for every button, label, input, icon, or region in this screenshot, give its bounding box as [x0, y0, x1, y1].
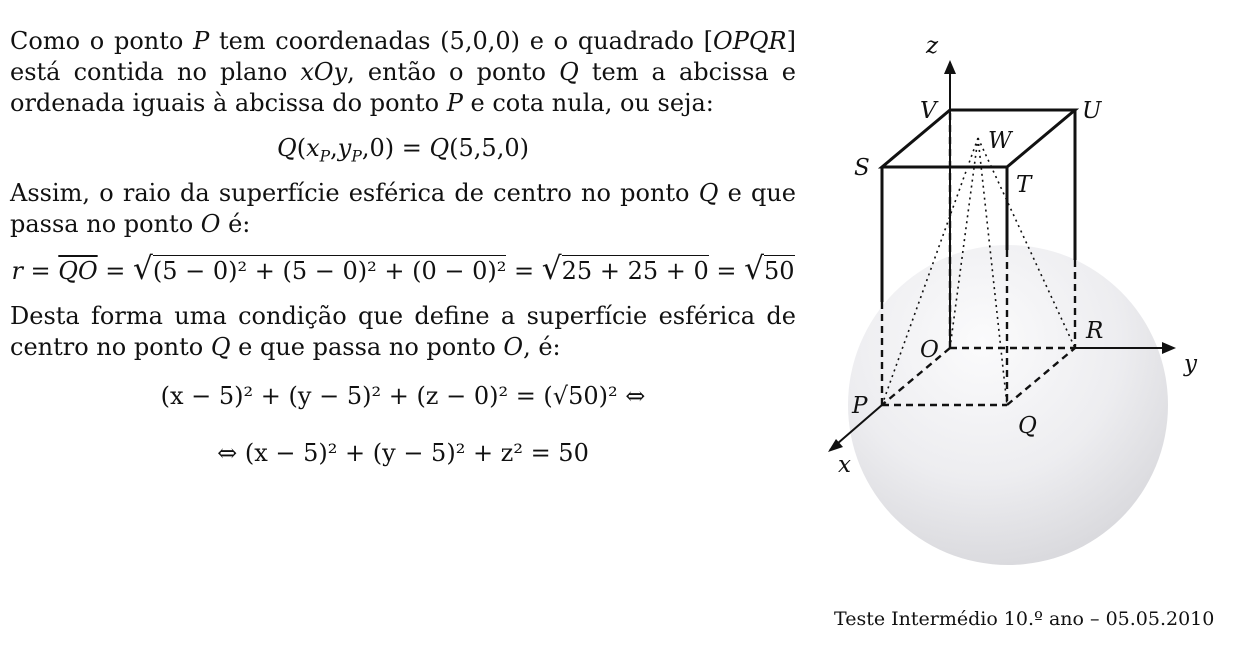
equals: =: [22, 257, 59, 285]
radicand: 25 + 25 + 0: [561, 257, 709, 285]
var-x: x: [306, 134, 320, 162]
paragraph-2: [10, 178, 796, 240]
label-x: x: [838, 452, 851, 478]
text-span: é:: [220, 210, 251, 238]
equals: =: [708, 257, 745, 285]
label-V: V: [920, 98, 937, 124]
source-caption: Teste Intermédio 10.º ano – 05.05.2010: [834, 608, 1215, 630]
var-O: O: [200, 210, 221, 238]
subscript: P: [351, 147, 362, 166]
radicand: 50: [764, 257, 795, 285]
sqrt-expression: √(5 − 0)² + (5 − 0)² + (0 − 0)²: [133, 251, 507, 287]
label-R: R: [1086, 318, 1104, 344]
z-arrowhead: [944, 60, 956, 74]
text-span: e cota nula, ou seja:: [462, 89, 714, 117]
paragraph-3: [10, 301, 796, 363]
var-P: P: [446, 89, 463, 117]
var-Q: Q: [277, 134, 297, 162]
label-y: y: [1184, 351, 1197, 377]
var-xOy: xOy: [300, 58, 348, 86]
equals: =: [394, 134, 430, 162]
subscript: P: [319, 147, 331, 166]
equation-sphere-2: ⇔ (x − 5)² + (y − 5)² + z² = 50: [217, 439, 589, 467]
text-span: ,0): [361, 134, 395, 162]
label-S: S: [854, 155, 870, 181]
var-y: y: [337, 134, 352, 162]
equals: =: [97, 257, 134, 285]
var-Q: Q: [698, 179, 719, 207]
var-r: r: [11, 257, 23, 285]
label-O: O: [920, 337, 939, 363]
equation-sphere-1: (x − 5)² + (y − 5)² + (z − 0)² = (√50)² ⇔: [160, 382, 646, 410]
var-Q: Q: [429, 134, 450, 162]
text-span: Como o ponto: [10, 27, 194, 55]
label-U: U: [1082, 98, 1102, 124]
segment-QO: $\overline{QO}$: [58, 257, 98, 285]
label-P: P: [852, 393, 868, 419]
label-z: z: [926, 33, 939, 59]
var-Q: Q: [559, 58, 579, 86]
paragraph-1: [10, 26, 796, 119]
text-span: tem coordenadas (5,0,0) e o quadrado [: [209, 27, 714, 55]
text-span: e que passa no ponto: [230, 333, 504, 361]
label-T: T: [1016, 172, 1032, 198]
comma: ,: [330, 134, 338, 162]
label-Q: Q: [1018, 413, 1037, 439]
text-span: Assim, o raio da superfície esférica de centro no ponto: [10, 179, 699, 207]
text-span: tem a abcissa e ordenada iguais à abcissa do ponto: [10, 58, 796, 117]
var-O: O: [503, 333, 524, 361]
label-W: W: [988, 128, 1012, 154]
paren: (: [296, 134, 307, 162]
equals: =: [506, 257, 542, 285]
text-span: Desta forma uma condição que define a superfície esférica de centro no ponto: [10, 302, 796, 361]
sqrt-expression: √50: [744, 251, 795, 287]
text-span: (5,5,0): [449, 134, 529, 162]
var-OPQR: OPQR: [713, 27, 787, 55]
text-span: ] está contida no plano: [10, 27, 796, 86]
equation-radius: [10, 251, 796, 287]
text-span: , então o ponto: [347, 58, 560, 86]
geometry-figure: [820, 20, 1240, 620]
solution-text: [10, 26, 796, 469]
y-arrowhead: [1162, 342, 1176, 354]
radicand: (5 − 0)² + (5 − 0)² + (0 − 0)²: [152, 257, 507, 285]
text-span: e que passa no ponto: [10, 179, 797, 238]
var-P: P: [193, 27, 210, 55]
text-span: , é:: [523, 333, 561, 361]
sqrt-expression: √25 + 25 + 0: [541, 251, 709, 287]
equation-Q-coordinates: [10, 133, 796, 164]
var-Q: Q: [210, 333, 231, 361]
